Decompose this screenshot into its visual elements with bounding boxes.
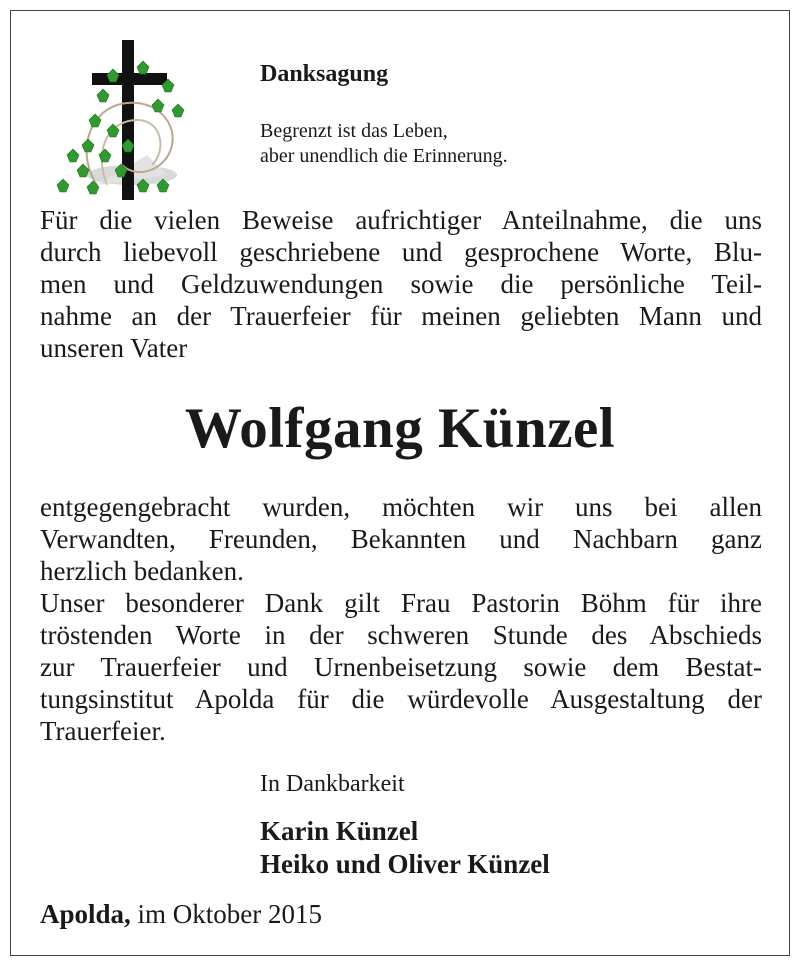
- text-line: durch liebevoll geschriebene und gesprochene Worte, Blu-: [40, 237, 762, 267]
- closing-phrase: In Dankbarkeit: [260, 771, 405, 797]
- place-name: Apolda,: [40, 899, 131, 929]
- text-line: unseren Vater: [40, 333, 188, 363]
- body-paragraph: [40, 491, 762, 747]
- text-line: nahme an der Trauerfeier für meinen geliebten Mann und: [40, 301, 762, 331]
- text-line: tröstenden Worte in der schweren Stunde des Abschieds: [40, 620, 762, 650]
- verse-line: Begrenzt ist das Leben,: [260, 120, 448, 142]
- date-text: im Oktober 2015: [137, 899, 323, 929]
- verse-line: aber unendlich die Erinnerung.: [260, 145, 508, 167]
- signers: [260, 815, 550, 881]
- text-line: Für die vielen Beweise aufrichtiger Anteilnahme, die uns: [40, 205, 762, 235]
- obituary-notice: [10, 10, 790, 956]
- text-line: men und Geldzuwendungen sowie die persönliche Teil-: [40, 269, 762, 299]
- text-line: entgegengebracht wurden, möchten wir uns bei allen: [40, 492, 762, 522]
- text-line: herzlich bedanken.: [40, 556, 244, 586]
- text-line: Unser besonderer Dank gilt Frau Pastorin Böhm für ihre: [40, 588, 762, 618]
- text-line: Verwandten, Freunden, Bekannten und Nachbarn ganz: [40, 524, 762, 554]
- intro-paragraph: [40, 204, 762, 364]
- notice-heading: Danksagung: [260, 61, 389, 87]
- verse: [260, 119, 508, 169]
- signer-name: Karin Künzel: [260, 816, 419, 846]
- text-line: zur Trauerfeier und Urnenbeisetzung sowie dem Bestat-: [40, 652, 762, 682]
- text-line: Trauerfeier.: [40, 716, 166, 746]
- cross-with-ivy-icon: [37, 35, 187, 205]
- deceased-name: Wolfgang Künzel: [184, 397, 616, 460]
- signer-name: Heiko und Oliver Künzel: [260, 849, 550, 879]
- text-line: tungsinstitut Apolda für die würdevolle Ausgestaltung der: [40, 684, 762, 714]
- place-date: [40, 899, 322, 930]
